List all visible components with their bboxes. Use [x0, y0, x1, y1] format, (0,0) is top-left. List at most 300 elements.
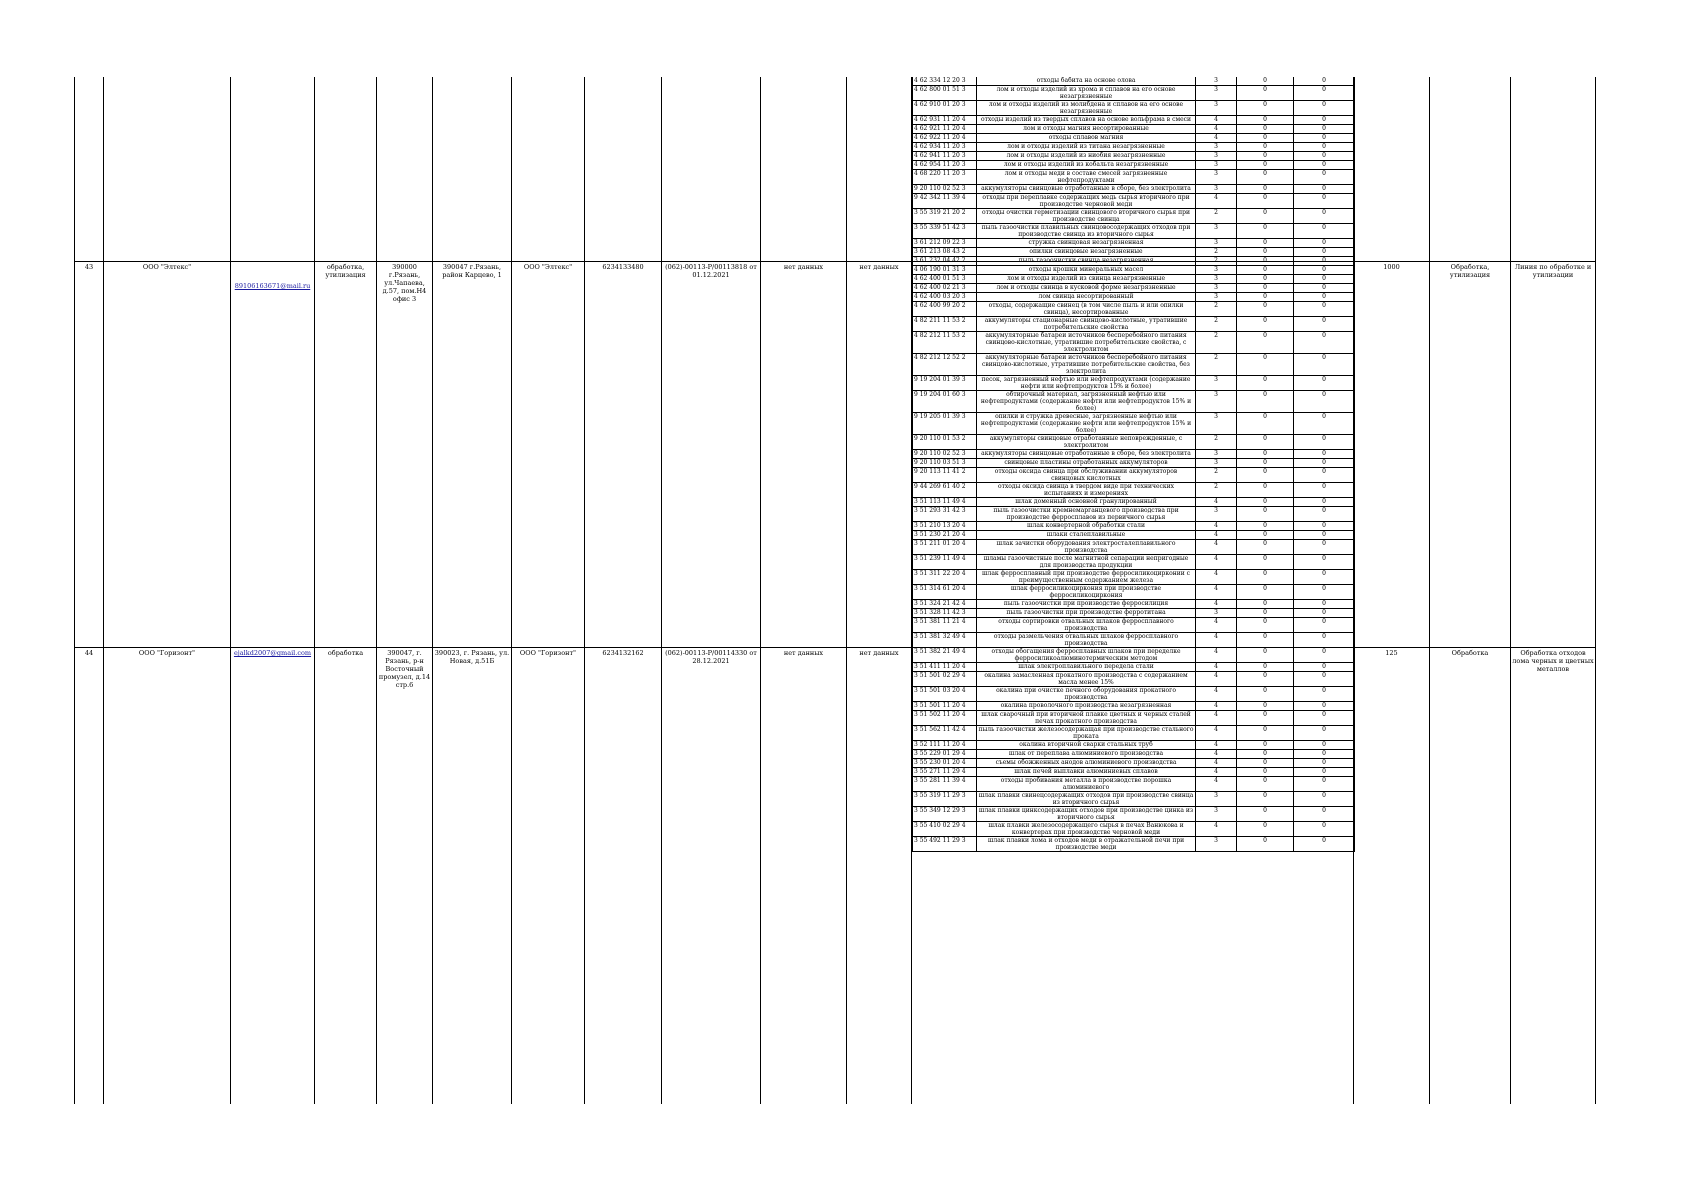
waste-name: отходы изделий из твердых сплавов на основе вольфрама в смеси: [977, 116, 1196, 124]
waste-code: 3 51 328 11 42 3: [913, 609, 977, 617]
waste-code: 3 55 281 11 39 4: [913, 777, 977, 791]
waste-name: опилки и стружка древесные, загрязненные нефтью или нефтепродуктами (содержание нефти или нефтепродуктов 15% и более): [977, 413, 1196, 434]
waste-code: 4 62 954 11 20 3: [913, 161, 977, 169]
org-name: ООО "Элтекс": [142, 263, 192, 271]
hazard-class: 3: [1196, 450, 1237, 458]
hazard-class: 4: [1196, 702, 1237, 710]
waste-value-b: 0: [1322, 768, 1326, 775]
waste-name: лом и отходы изделий из титана незагрязненные: [977, 143, 1196, 151]
waste-row: [913, 633, 1354, 648]
waste-name: пыль газоочистки кремнемарганцевого производства при производстве ферросплавов из первичного сырья: [977, 507, 1196, 521]
waste-value-a: 0: [1237, 750, 1294, 758]
waste-row: [913, 837, 1354, 852]
hazard-class: 3: [1196, 284, 1237, 292]
waste-code: 4 82 212 11 53 2: [913, 332, 977, 353]
waste-value-a: 0: [1237, 101, 1294, 115]
waste-value-a: 0: [1237, 498, 1294, 506]
waste-code: 3 61 212 09 22 3: [913, 239, 977, 247]
hazard-class: 3: [1196, 77, 1237, 85]
waste-name: шламы газоочистные после магнитной сепарации непригодные для производства продукции: [977, 555, 1196, 569]
waste-name: лом и отходы изделий из молибдена и сплавов на его основе незагрязненные: [977, 101, 1196, 115]
waste-value-b: 0: [1322, 391, 1326, 398]
waste-value-a: 0: [1237, 450, 1294, 458]
waste-name: аккумуляторы стационарные свинцово-кислотные, утратившие потребительские свойства: [977, 317, 1196, 331]
waste-value-a: 0: [1237, 570, 1294, 584]
hazard-class: 2: [1196, 302, 1237, 316]
hazard-class: 3: [1196, 807, 1237, 821]
waste-value-a: 0: [1237, 507, 1294, 521]
waste-value-b: 0: [1322, 239, 1326, 246]
waste-name: лом и отходы изделий из ниобия незагрязненные: [977, 152, 1196, 160]
table-line: [846, 77, 847, 1104]
waste-value-b: 0: [1322, 376, 1326, 383]
hazard-class: 4: [1196, 125, 1237, 133]
waste-row: [913, 585, 1354, 600]
org-method: Обработка, утилизация: [1449, 263, 1491, 279]
waste-code: 9 20 113 11 41 2: [913, 468, 977, 482]
waste-value-b: 0: [1322, 483, 1326, 490]
waste-value-a: 0: [1237, 317, 1294, 331]
table-line: [1429, 77, 1430, 1104]
hazard-class: 3: [1196, 143, 1237, 151]
waste-name: шлак конвертерной обработки стали: [977, 522, 1196, 530]
org-col-a: нет данных: [783, 263, 824, 271]
waste-code: 3 51 501 11 20 4: [913, 702, 977, 710]
hazard-class: 4: [1196, 522, 1237, 530]
waste-value-b: 0: [1322, 284, 1326, 291]
waste-value-a: 0: [1237, 768, 1294, 776]
waste-name: аккумуляторы свинцовые отработанные неповрежденные, с электролитом: [977, 435, 1196, 449]
waste-value-a: 0: [1237, 633, 1294, 647]
waste-value-a: 0: [1237, 648, 1294, 662]
waste-row: [913, 125, 1354, 134]
waste-code: 4 62 400 03 20 3: [913, 293, 977, 301]
waste-row: [913, 101, 1354, 116]
hazard-class: 4: [1196, 570, 1237, 584]
waste-row: [913, 750, 1354, 759]
waste-name: отходы оксида свинца при обслуживании аккумуляторов свинцовых кислотных: [977, 468, 1196, 482]
hazard-class: 2: [1196, 483, 1237, 497]
waste-value-b: 0: [1322, 257, 1326, 264]
waste-row: [913, 672, 1354, 687]
waste-name: шлак плавки лома и отходов меди в отражательной печи при производстве меди: [977, 837, 1196, 851]
waste-value-a: 0: [1237, 807, 1294, 821]
waste-value-b: 0: [1322, 585, 1326, 592]
waste-value-a: 0: [1237, 391, 1294, 412]
waste-name: окалина вторичной сварки стальных труб: [977, 741, 1196, 749]
hazard-class: 3: [1196, 86, 1237, 100]
waste-code: 3 51 502 11 20 4: [913, 711, 977, 725]
waste-name: шлак плавки цинксодержащих отходов при производстве цинка из вторичного сырья: [977, 807, 1196, 821]
waste-name: отходы оксида свинца в твердом виде при технических испытаниях и измерениях: [977, 483, 1196, 497]
hazard-class: 3: [1196, 224, 1237, 238]
waste-name: отходы очистки герметизации свинцового вторичного сырья при производстве свинца: [977, 209, 1196, 223]
waste-value-b: 0: [1322, 711, 1326, 718]
waste-name: пыль газоочистки плавильных свинцовосодержащих отходов при производстве свинца из вторичного сырья: [977, 224, 1196, 238]
waste-code: 3 52 111 11 20 4: [913, 741, 977, 749]
waste-value-a: 0: [1237, 143, 1294, 151]
waste-code: 9 19 205 01 39 3: [913, 413, 977, 434]
waste-code: 3 51 113 11 49 4: [913, 498, 977, 506]
waste-row: [913, 435, 1354, 450]
waste-value-a: 0: [1237, 86, 1294, 100]
waste-name: шлак плавки свинецсодержащих отходов при производстве свинца из вторичного сырья: [977, 792, 1196, 806]
table-line: [74, 77, 75, 1104]
waste-code: 4 62 931 11 20 4: [913, 116, 977, 124]
waste-name: отходы размельчения отвальных шлаков ферросплавного производства: [977, 633, 1196, 647]
waste-name: шлак печей выплавки алюминиевых сплавов: [977, 768, 1196, 776]
waste-code: 3 55 271 11 29 4: [913, 768, 977, 776]
waste-value-b: 0: [1322, 209, 1326, 216]
hazard-class: 4: [1196, 822, 1237, 836]
org-email-link[interactable]: 89106163671@mail.ru: [234, 282, 311, 290]
waste-value-b: 0: [1322, 702, 1326, 709]
waste-value-a: 0: [1237, 711, 1294, 725]
waste-value-b: 0: [1322, 759, 1326, 766]
waste-row: [913, 77, 1354, 86]
waste-value-a: 0: [1237, 284, 1294, 292]
waste-value-a: 0: [1237, 248, 1294, 256]
waste-name: шлак плавки железосодержащего сырья в печах Ванюкова и конвертерах при производстве черновой меди: [977, 822, 1196, 836]
waste-code: 3 51 311 22 20 4: [913, 570, 977, 584]
hazard-class: 3: [1196, 152, 1237, 160]
waste-value-b: 0: [1322, 555, 1326, 562]
waste-value-a: 0: [1237, 459, 1294, 467]
waste-value-a: 0: [1237, 777, 1294, 791]
waste-code: 4 62 921 11 20 4: [913, 125, 977, 133]
waste-code: 4 06 190 01 31 3: [913, 266, 977, 274]
waste-row: [913, 483, 1354, 498]
waste-value-b: 0: [1322, 540, 1326, 547]
waste-name: лом и отходы магния несортированные: [977, 125, 1196, 133]
waste-value-b: 0: [1322, 134, 1326, 141]
waste-row: [913, 498, 1354, 507]
waste-code: 3 55 349 12 29 3: [913, 807, 977, 821]
org-operator: ООО "Элтекс": [523, 263, 573, 271]
waste-row: [913, 741, 1354, 750]
hazard-class: 3: [1196, 391, 1237, 412]
waste-code: 3 51 293 31 42 3: [913, 507, 977, 521]
waste-name: отходы, содержащие свинец (в том числе пыль и или опилки свинца), несортированные: [977, 302, 1196, 316]
waste-row: [913, 284, 1354, 293]
waste-name: лом и отходы меди в составе смесей загрязненные нефтепродуктами: [977, 170, 1196, 184]
waste-code: 4 82 212 12 52 2: [913, 354, 977, 375]
hazard-class: 4: [1196, 194, 1237, 208]
waste-name: шлаки сталеплавильные: [977, 531, 1196, 539]
org-capacity: 125: [1385, 649, 1398, 657]
waste-row: [913, 663, 1354, 672]
hazard-class: 3: [1196, 792, 1237, 806]
waste-code: 9 20 110 02 52 3: [913, 185, 977, 193]
waste-value-b: 0: [1322, 266, 1326, 273]
waste-row: [913, 807, 1354, 822]
hazard-class: 4: [1196, 531, 1237, 539]
waste-value-a: 0: [1237, 792, 1294, 806]
waste-name: пыль газоочистки при производстве ферросилиция: [977, 600, 1196, 608]
org-col-b: нет данных: [859, 263, 899, 271]
waste-value-b: 0: [1322, 777, 1326, 784]
waste-value-a: 0: [1237, 822, 1294, 836]
waste-value-b: 0: [1322, 185, 1326, 192]
waste-value-b: 0: [1322, 413, 1326, 420]
waste-code: 4 62 922 11 20 4: [913, 134, 977, 142]
waste-code: 9 19 204 01 39 3: [913, 376, 977, 390]
hazard-class: 4: [1196, 134, 1237, 142]
waste-value-b: 0: [1322, 741, 1326, 748]
waste-value-b: 0: [1322, 143, 1326, 150]
org-col-a: нет данных: [783, 649, 824, 657]
org-legal-address: 390000 г.Рязань, ул.Чапаева, д.57, пом.Н4 офис 3: [382, 263, 427, 303]
waste-codes-table: [912, 77, 1355, 852]
waste-row: [913, 777, 1354, 792]
org-note: Обработка отходов лома черных и цветных металлов: [1512, 649, 1594, 673]
org-operator: ООО "Горизонт": [519, 649, 577, 657]
hazard-class: 3: [1196, 170, 1237, 184]
waste-value-b: 0: [1322, 101, 1326, 108]
hazard-class: 4: [1196, 750, 1237, 758]
waste-code: 3 55 230 01 20 4: [913, 759, 977, 767]
waste-value-a: 0: [1237, 77, 1294, 85]
waste-name: шлак зачистки оборудования электросталеплавильного производства: [977, 540, 1196, 554]
hazard-class: 3: [1196, 275, 1237, 283]
waste-value-b: 0: [1322, 302, 1326, 309]
waste-row: [913, 194, 1354, 209]
waste-value-b: 0: [1322, 726, 1326, 733]
table-line: [511, 77, 512, 1104]
waste-value-a: 0: [1237, 600, 1294, 608]
hazard-class: 4: [1196, 687, 1237, 701]
waste-code: 3 55 319 21 20 2: [913, 209, 977, 223]
table-line: [584, 77, 585, 1104]
waste-value-a: 0: [1237, 302, 1294, 316]
waste-value-a: 0: [1237, 185, 1294, 193]
hazard-class: 4: [1196, 726, 1237, 740]
hazard-class: 2: [1196, 257, 1237, 265]
hazard-class: 4: [1196, 777, 1237, 791]
waste-row: [913, 609, 1354, 618]
hazard-class: 4: [1196, 759, 1237, 767]
waste-value-a: 0: [1237, 672, 1294, 686]
waste-value-a: 0: [1237, 540, 1294, 554]
waste-row: [913, 687, 1354, 702]
row-separator: [74, 647, 1595, 648]
hazard-class: 2: [1196, 468, 1237, 482]
waste-value-a: 0: [1237, 134, 1294, 142]
waste-name: шлак ферросиликоциркония при производстве ферросиликоциркония: [977, 585, 1196, 599]
org-number: 44: [84, 649, 94, 657]
waste-name: отходы обогащения ферросплавных шлаков при переделке ферросиликоалюминотермическим методом: [977, 648, 1196, 662]
waste-value-a: 0: [1237, 257, 1294, 265]
waste-code: 4 82 211 11 53 2: [913, 317, 977, 331]
org-capacity: 1000: [1383, 263, 1400, 271]
waste-row: [913, 376, 1354, 391]
waste-value-b: 0: [1322, 224, 1326, 231]
waste-value-a: 0: [1237, 376, 1294, 390]
hazard-class: 3: [1196, 185, 1237, 193]
waste-code: 3 55 339 51 42 3: [913, 224, 977, 238]
org-license: (062)-00113-Р/00113818 от 01.12.2021: [665, 263, 757, 279]
table-line: [1595, 77, 1596, 1104]
waste-value-b: 0: [1322, 194, 1326, 201]
waste-name: отходы крошки минеральных масел: [977, 266, 1196, 274]
org-license: (062)-00113-Р/00114330 от 28.12.2021: [665, 649, 757, 665]
waste-name: песок, загрязненный нефтью или нефтепродуктами (содержание нефти или нефтепродуктов 15% и более): [977, 376, 1196, 390]
waste-value-a: 0: [1237, 468, 1294, 482]
waste-value-a: 0: [1237, 354, 1294, 375]
waste-name: свинцовые пластины отработанных аккумуляторов: [977, 459, 1196, 467]
waste-value-b: 0: [1322, 468, 1326, 475]
waste-value-b: 0: [1322, 170, 1326, 177]
waste-row: [913, 152, 1354, 161]
waste-name: шлак доменный основной гранулированный: [977, 498, 1196, 506]
waste-name: съемы обожженных анодов алюминиевого производства: [977, 759, 1196, 767]
waste-name: отходы сплавов магния: [977, 134, 1196, 142]
org-inn: 6234133480: [602, 263, 644, 271]
waste-row: [913, 507, 1354, 522]
waste-value-b: 0: [1322, 450, 1326, 457]
waste-code: 3 55 492 11 29 3: [913, 837, 977, 851]
waste-code: 3 51 239 11 49 4: [913, 555, 977, 569]
waste-code: 3 51 562 11 42 4: [913, 726, 977, 740]
org-number: 43: [84, 263, 94, 271]
waste-row: [913, 86, 1354, 101]
table-line: [103, 77, 104, 1104]
waste-row: [913, 317, 1354, 332]
waste-name: окалина проволочного производства незагрязненная: [977, 702, 1196, 710]
table-line: [1510, 77, 1511, 1104]
waste-row: [913, 413, 1354, 435]
waste-name: аккумуляторы свинцовые отработанные в сборе, без электролита: [977, 185, 1196, 193]
waste-value-a: 0: [1237, 116, 1294, 124]
org-activity: обработка, утилизация: [325, 263, 366, 279]
waste-value-a: 0: [1237, 585, 1294, 599]
waste-code: 9 19 204 01 60 3: [913, 391, 977, 412]
waste-name: лом и отходы свинца в кусковой форме незагрязненные: [977, 284, 1196, 292]
waste-value-b: 0: [1322, 125, 1326, 132]
waste-code: 3 55 410 02 29 4: [913, 822, 977, 836]
org-note: Линия по обработке и утилизации: [1514, 263, 1592, 279]
waste-value-a: 0: [1237, 555, 1294, 569]
waste-value-a: 0: [1237, 759, 1294, 767]
waste-code: 3 51 314 61 20 4: [913, 585, 977, 599]
org-col-b: нет данных: [859, 649, 899, 657]
waste-value-a: 0: [1237, 837, 1294, 851]
waste-value-a: 0: [1237, 687, 1294, 701]
waste-row: [913, 570, 1354, 585]
waste-code: 4 68 220 11 20 3: [913, 170, 977, 184]
waste-value-b: 0: [1322, 531, 1326, 538]
waste-value-b: 0: [1322, 86, 1326, 93]
waste-code: 3 51 211 01 20 4: [913, 540, 977, 554]
waste-value-a: 0: [1237, 224, 1294, 238]
waste-row: [913, 275, 1354, 284]
waste-row: [913, 332, 1354, 354]
waste-value-a: 0: [1237, 161, 1294, 169]
waste-value-b: 0: [1322, 600, 1326, 607]
waste-value-b: 0: [1322, 687, 1326, 694]
table-line: [432, 77, 433, 1104]
hazard-class: 3: [1196, 507, 1237, 521]
hazard-class: 4: [1196, 711, 1237, 725]
waste-code: 3 51 381 11 21 4: [913, 618, 977, 632]
waste-row: [913, 293, 1354, 302]
waste-value-a: 0: [1237, 609, 1294, 617]
org-method: Обработка: [1451, 649, 1489, 657]
waste-code: 9 20 110 03 51 3: [913, 459, 977, 467]
waste-value-b: 0: [1322, 507, 1326, 514]
waste-code: 4 62 334 12 20 3: [913, 77, 977, 85]
waste-row: [913, 266, 1354, 275]
waste-code: 4 62 400 99 20 2: [913, 302, 977, 316]
waste-name: шлак сварочный при вторичной плавке цветных и черных сталей печах прокатного производства: [977, 711, 1196, 725]
waste-name: лом и отходы изделий из хрома и сплавов на его основе незагрязненные: [977, 86, 1196, 100]
waste-row: [913, 143, 1354, 152]
waste-value-b: 0: [1322, 354, 1326, 361]
table-line: [376, 77, 377, 1104]
hazard-class: 3: [1196, 376, 1237, 390]
hazard-class: 2: [1196, 209, 1237, 223]
hazard-class: 2: [1196, 332, 1237, 353]
waste-row: [913, 391, 1354, 413]
waste-row: [913, 134, 1354, 143]
waste-code: 4 62 934 11 20 3: [913, 143, 977, 151]
waste-code: 3 51 382 21 49 4: [913, 648, 977, 662]
waste-value-a: 0: [1237, 194, 1294, 208]
hazard-class: 4: [1196, 618, 1237, 632]
hazard-class: 2: [1196, 317, 1237, 331]
waste-row: [913, 600, 1354, 609]
waste-value-b: 0: [1322, 792, 1326, 799]
waste-row: [913, 768, 1354, 777]
waste-code: 3 55 319 11 29 3: [913, 792, 977, 806]
hazard-class: 3: [1196, 459, 1237, 467]
waste-row: [913, 354, 1354, 376]
waste-row: [913, 618, 1354, 633]
waste-code: 3 51 324 21 42 4: [913, 600, 977, 608]
waste-value-b: 0: [1322, 822, 1326, 829]
waste-name: аккумуляторные батареи источников бесперебойного питания свинцово-кислотные, утратившие потребительские свойства, без электролита: [977, 354, 1196, 375]
waste-value-b: 0: [1322, 609, 1326, 616]
waste-name: стружка свинцовая незагрязненная: [977, 239, 1196, 247]
waste-value-a: 0: [1237, 435, 1294, 449]
waste-name: пыль газоочистки свинца незагрязненная: [977, 257, 1196, 265]
waste-code: 3 61 213 08 43 2: [913, 248, 977, 256]
hazard-class: 3: [1196, 161, 1237, 169]
hazard-class: 3: [1196, 293, 1237, 301]
waste-value-b: 0: [1322, 77, 1326, 84]
waste-code: 3 55 229 01 29 4: [913, 750, 977, 758]
waste-value-b: 0: [1322, 116, 1326, 123]
org-name: ООО "Горизонт": [138, 649, 196, 657]
waste-name: лом и отходы изделий из кобальта незагрязненные: [977, 161, 1196, 169]
waste-value-a: 0: [1237, 209, 1294, 223]
waste-code: 4 62 941 11 20 3: [913, 152, 977, 160]
waste-name: отходы бабита на основе олова: [977, 77, 1196, 85]
waste-value-a: 0: [1237, 413, 1294, 434]
waste-value-b: 0: [1322, 293, 1326, 300]
table-line: [314, 77, 315, 1104]
waste-row: [913, 239, 1354, 248]
waste-code: 4 62 400 01 51 3: [913, 275, 977, 283]
org-email-link[interactable]: ejalkd2007@gmail.com: [233, 649, 312, 657]
hazard-class: 4: [1196, 741, 1237, 749]
org-legal-address: 390047, г. Рязань, р-н Восточный промузел, д.14 стр.6: [378, 649, 431, 689]
waste-name: обтирочный материал, загрязненный нефтью или нефтепродуктами (содержание нефти или нефтепродуктов 15% и более): [977, 391, 1196, 412]
waste-code: 9 20 110 02 52 3: [913, 450, 977, 458]
waste-value-b: 0: [1322, 672, 1326, 679]
waste-code: 3 51 230 21 20 4: [913, 531, 977, 539]
waste-value-b: 0: [1322, 663, 1326, 670]
